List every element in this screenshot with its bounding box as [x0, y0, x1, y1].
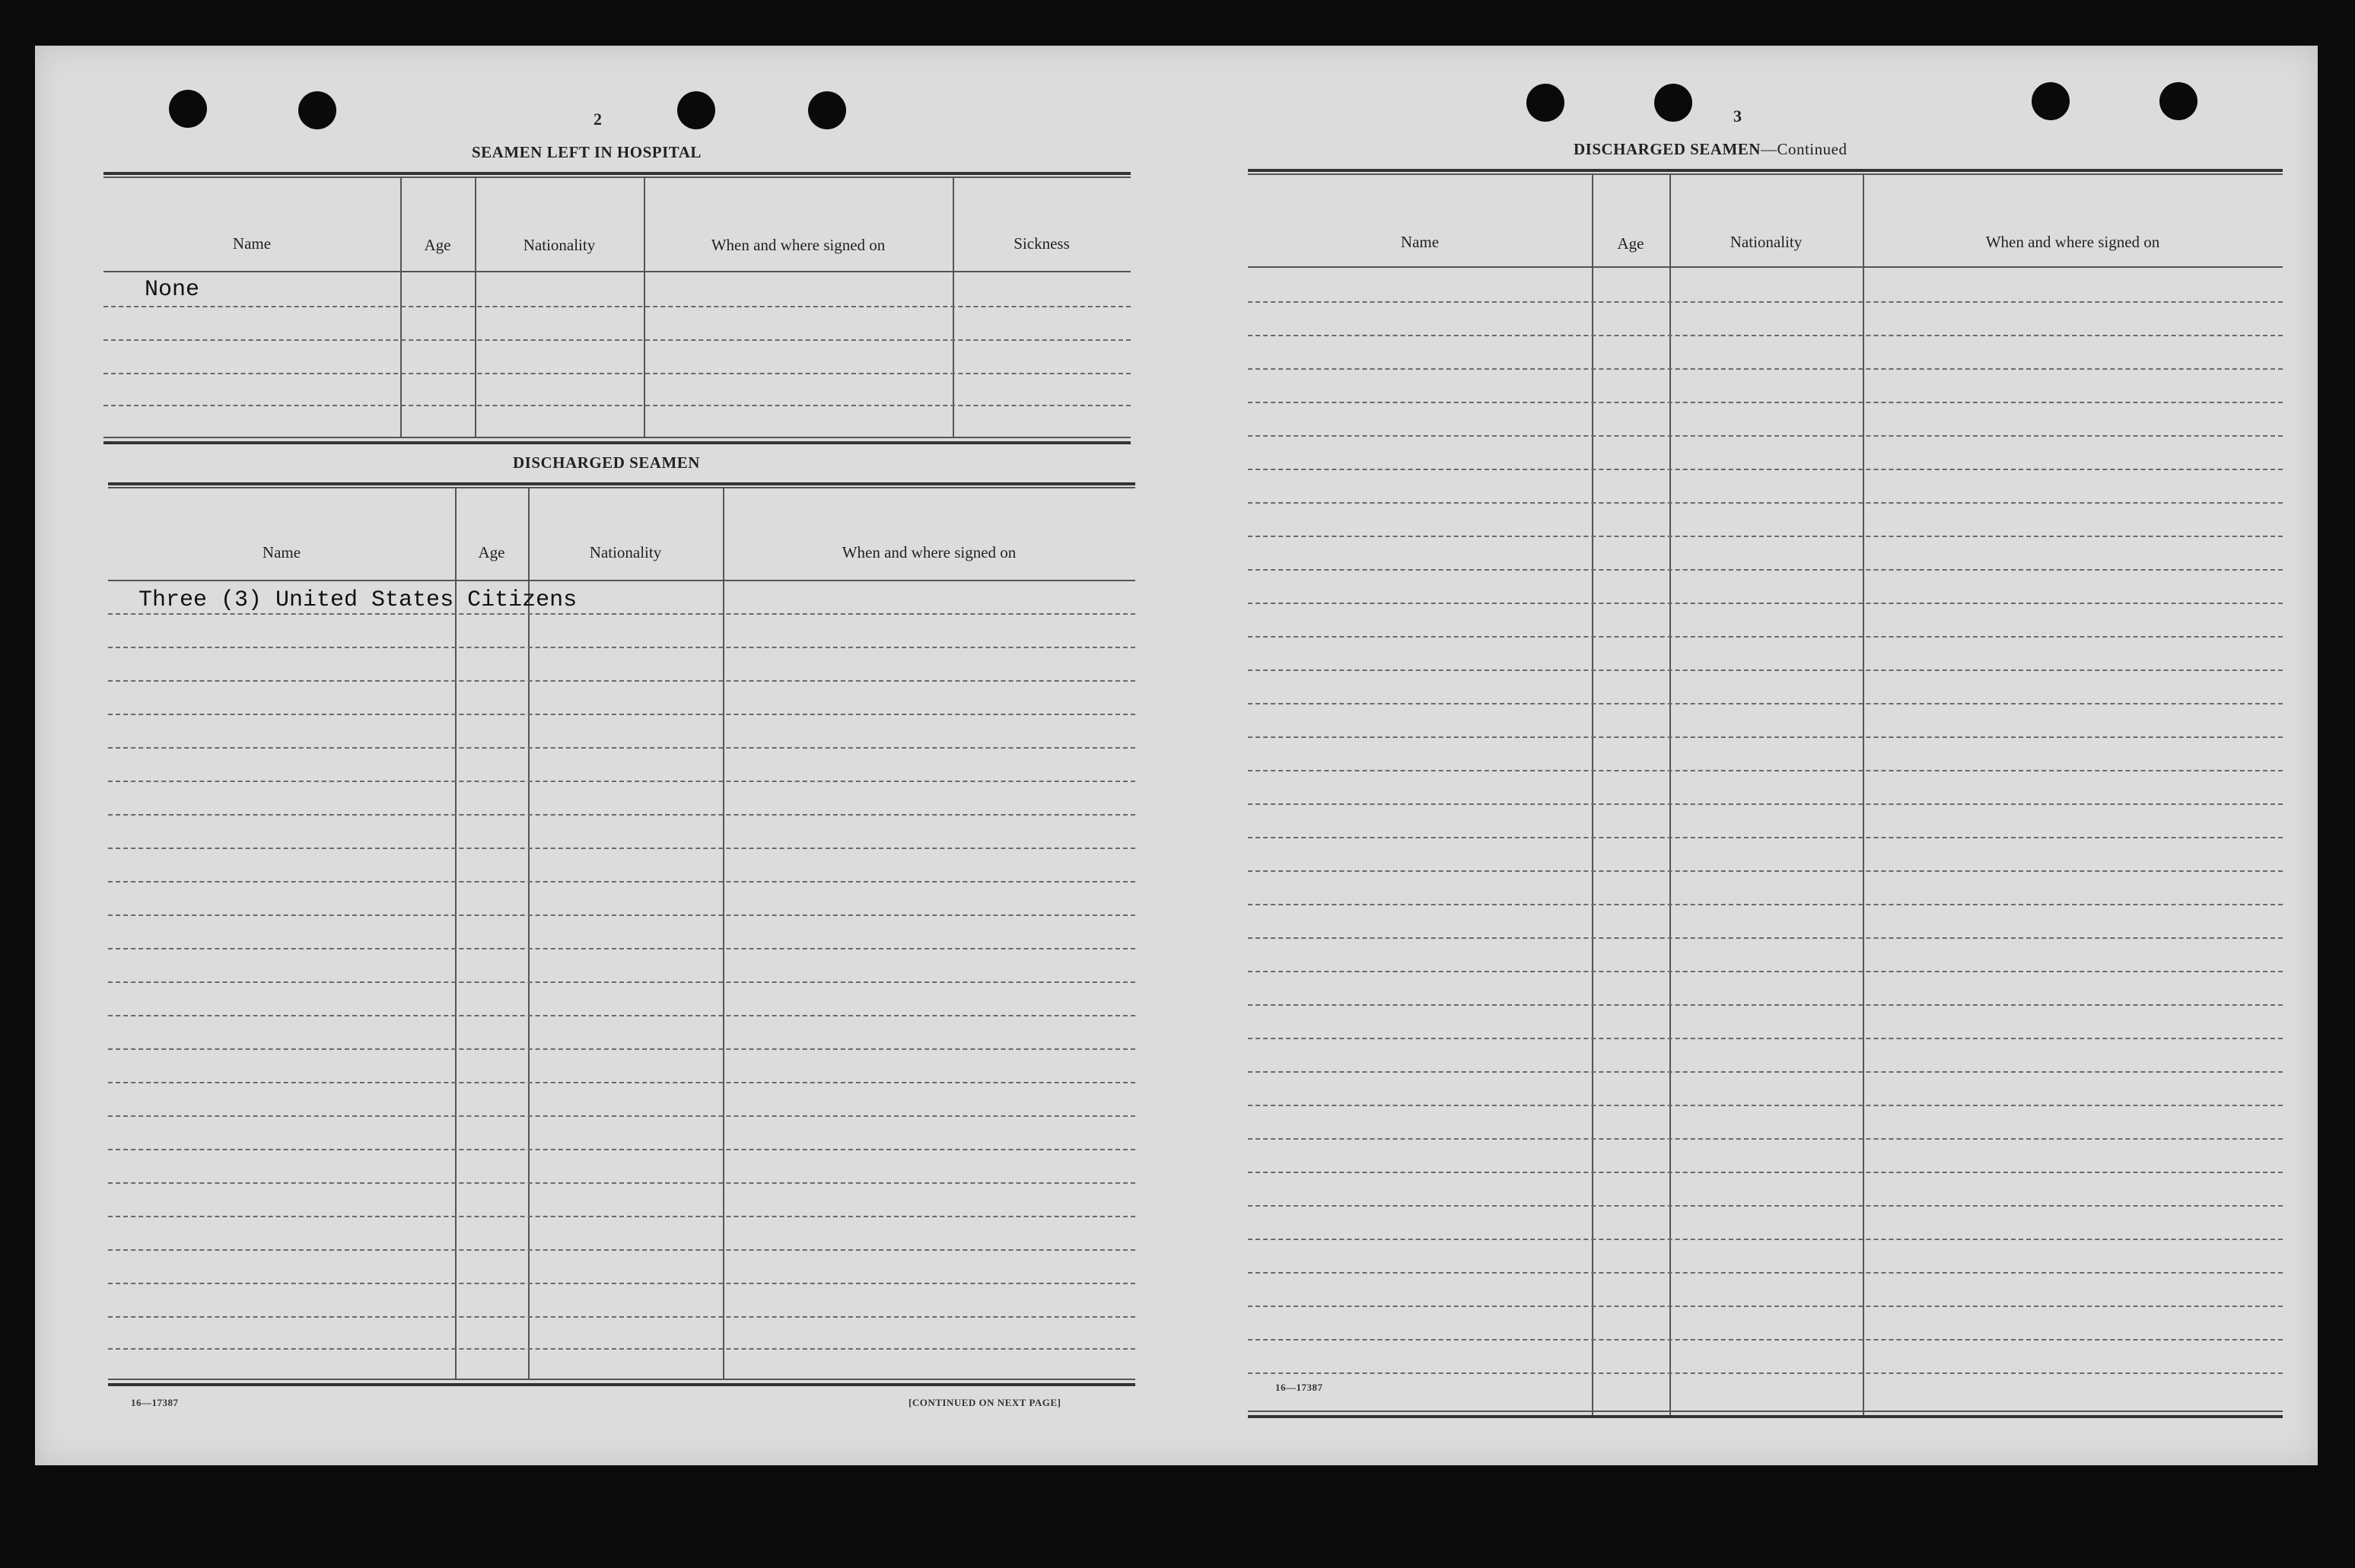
hospital-table [103, 172, 1131, 446]
column-header-age: Age [1617, 234, 1644, 253]
punch-hole [2032, 82, 2070, 120]
discharged-title-suffix: —Continued [1760, 140, 1847, 158]
page-number-right: 3 [1733, 107, 1742, 126]
discharged-title-main: DISCHARGED SEAMEN [1574, 140, 1761, 158]
punch-hole [808, 91, 846, 129]
discharged-table-right [1248, 169, 2283, 1420]
continued-note: [CONTINUED ON NEXT PAGE] [909, 1397, 1061, 1408]
form-number-right: 16—17387 [1275, 1382, 1323, 1393]
column-header-nationality: Nationality [523, 236, 596, 254]
form-number-left: 16—17387 [131, 1397, 179, 1408]
page-number-left: 2 [594, 110, 602, 129]
column-header-sickness: Sickness [1014, 234, 1070, 253]
punch-hole [2159, 82, 2197, 120]
punch-hole [298, 91, 336, 129]
column-header-age: Age [478, 543, 505, 561]
column-header-name: Name [262, 543, 301, 561]
column-header-nationality: Nationality [1730, 233, 1803, 251]
column-header-when-where: When and where signed on [711, 236, 886, 254]
column-header-name: Name [1400, 233, 1440, 251]
column-header-when-where: When and where signed on [842, 543, 1017, 561]
discharged-entry-name: Three (3) United States Citizens [138, 587, 578, 613]
column-header-when-where: When and where signed on [1985, 233, 2160, 251]
document-sheet [35, 46, 2318, 1465]
column-header-nationality: Nationality [589, 543, 662, 561]
punch-hole [1654, 84, 1692, 122]
discharged-continued-title [1574, 140, 1847, 159]
column-header-age: Age [424, 236, 451, 254]
punch-hole [169, 90, 207, 128]
column-header-name: Name [232, 234, 272, 253]
discharged-table-left [108, 482, 1135, 1388]
punch-hole [1526, 84, 1564, 122]
hospital-entry-name: None [145, 277, 200, 303]
hospital-section-title: SEAMEN LEFT IN HOSPITAL [472, 143, 702, 161]
discharged-section-title: DISCHARGED SEAMEN [513, 453, 700, 472]
punch-hole [677, 91, 715, 129]
